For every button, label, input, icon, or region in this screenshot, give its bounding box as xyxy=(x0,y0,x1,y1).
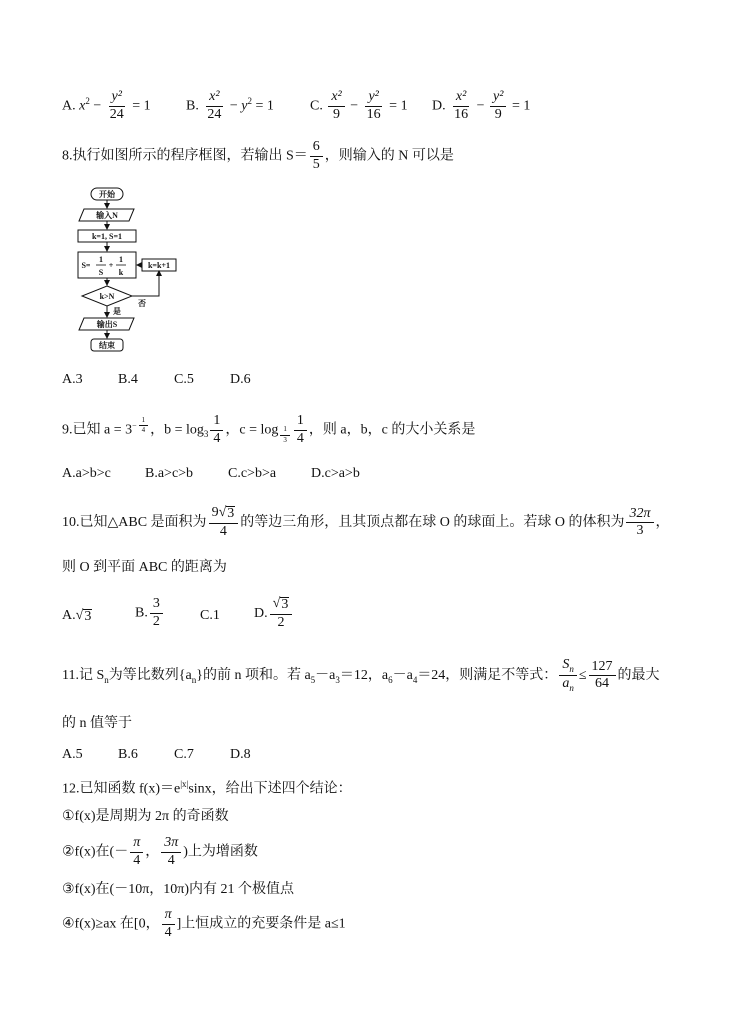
q10-option-d[interactable]: D. √ 3 2 xyxy=(254,597,294,630)
q12-conclusion-1: ①f(x)是周期为 2π 的奇函数 xyxy=(62,809,229,824)
flow-condition-label: k>N xyxy=(99,292,115,301)
flow-yes-label: 是 xyxy=(113,307,121,316)
q8-stem: 8.执行如图所示的程序框图，若输出 S＝ $\frac{6}{5}$ ，则输入的 N 可以是 xyxy=(62,139,454,172)
q8-option-a[interactable]: A.3 xyxy=(62,372,83,387)
q12-conclusion-4: ④f(x)≥ax 在[0， $\frac{\pi}{4}$ ]上恒成立的充要条件是 a≤1 xyxy=(62,907,346,940)
flow-assign-plus: + xyxy=(108,261,114,270)
flow-no-label: 否 xyxy=(138,299,146,308)
q8-flowchart xyxy=(72,186,212,356)
q10-option-a[interactable]: A.√ 3 xyxy=(62,608,92,624)
flow-assign-den1: S xyxy=(98,268,104,277)
q9-option-b[interactable]: B.a>c>b xyxy=(145,466,194,481)
flow-assign-den2: k xyxy=(118,268,124,277)
q8-option-c[interactable]: C.5 xyxy=(174,372,194,387)
q8-option-b[interactable]: B.4 xyxy=(118,372,138,387)
q11-stem-line2: 的 n 值等于 xyxy=(62,716,132,731)
q10-option-b[interactable]: B. $\frac{3}{2}$ xyxy=(135,597,165,629)
q9-stem: 9.已知 $a = 3^{- \frac{1}{4}}$ ，$b = \log_3$ $\frac{1}{4}$ ，c = log $_{\frac{1}{3}}$ $\frac{1}{4}$ ，则 a，b，c 的大小关系是 xyxy=(62,413,476,446)
flow-input-label: 输入N xyxy=(96,211,118,220)
q7-option-b[interactable]: B. $\frac{\text{x²}}{24}$ − $y^2 = 1$ xyxy=(186,89,274,122)
flow-assign-s: S= xyxy=(81,261,91,270)
q9-option-a[interactable]: A.a>b>c xyxy=(62,466,111,481)
q11-option-d[interactable]: D.8 xyxy=(230,747,251,762)
q11-option-b[interactable]: B.6 xyxy=(118,747,138,762)
flow-start-label: 开始 xyxy=(99,190,115,199)
flow-end-label: 结束 xyxy=(99,341,115,350)
q11-stem: 11.记 $S_n$为等比数列$\{a_n\}$的前 n 项和。若 $a_5-a_3=12$，$a_6-a_4=24$，则满足不等式： $\frac{S_n}{a_n}$ ≤ $\frac{127}{64}$ 的最大 xyxy=(62,657,660,694)
flow-output-label: 输出S xyxy=(96,320,118,329)
q7-option-c[interactable]: C. $\frac{\text{x²}}{9}$ − $\frac{\text{y²}}{16}$ = 1 xyxy=(310,89,408,122)
q12-conclusion-2: ②f(x)在(－ $\frac{\pi}{4}$ ， $\frac{3\pi}{4}$ )上为增函数 xyxy=(62,835,258,868)
q11-option-a[interactable]: A.5 xyxy=(62,747,83,762)
flow-assign-num1: 1 xyxy=(99,255,103,264)
q7-option-a[interactable]: A. $x^2$ − $\frac{\text{y²}}{24}$ = 1 xyxy=(62,89,151,122)
flow-init-label: k=1, S=1 xyxy=(91,232,123,241)
q10-stem-line2: 则 O 到平面 ABC 的距离为 xyxy=(62,560,227,575)
flow-assign-num2: 1 xyxy=(119,255,123,264)
q10-stem: 10.已知△ABC 是面积为 9√ 3 4 的等边三角形，且其顶点都在球 O 的球面上。若球 O 的体积为 $\frac{32\pi}{3}$ ， xyxy=(62,505,670,539)
q9-option-d[interactable]: D.c>a>b xyxy=(311,466,360,481)
q7-option-d[interactable]: D. $\frac{\text{x²}}{16}$ − $\frac{\text{y²}}{9}$ = 1 xyxy=(432,89,531,122)
q12-stem: 12.已知函数 $f(x)=e^{|x|}\sin x$，给出下述四个结论： xyxy=(62,779,352,797)
q8-option-d[interactable]: D.6 xyxy=(230,372,251,387)
q11-option-c[interactable]: C.7 xyxy=(174,747,194,762)
q12-conclusion-3: ③f(x)在(－10π，10π)内有 21 个极值点 xyxy=(62,882,294,897)
q9-option-c[interactable]: C.c>b>a xyxy=(228,466,277,481)
flow-increment-label: k=k+1 xyxy=(147,261,171,270)
q10-option-c[interactable]: C.1 xyxy=(200,608,220,623)
